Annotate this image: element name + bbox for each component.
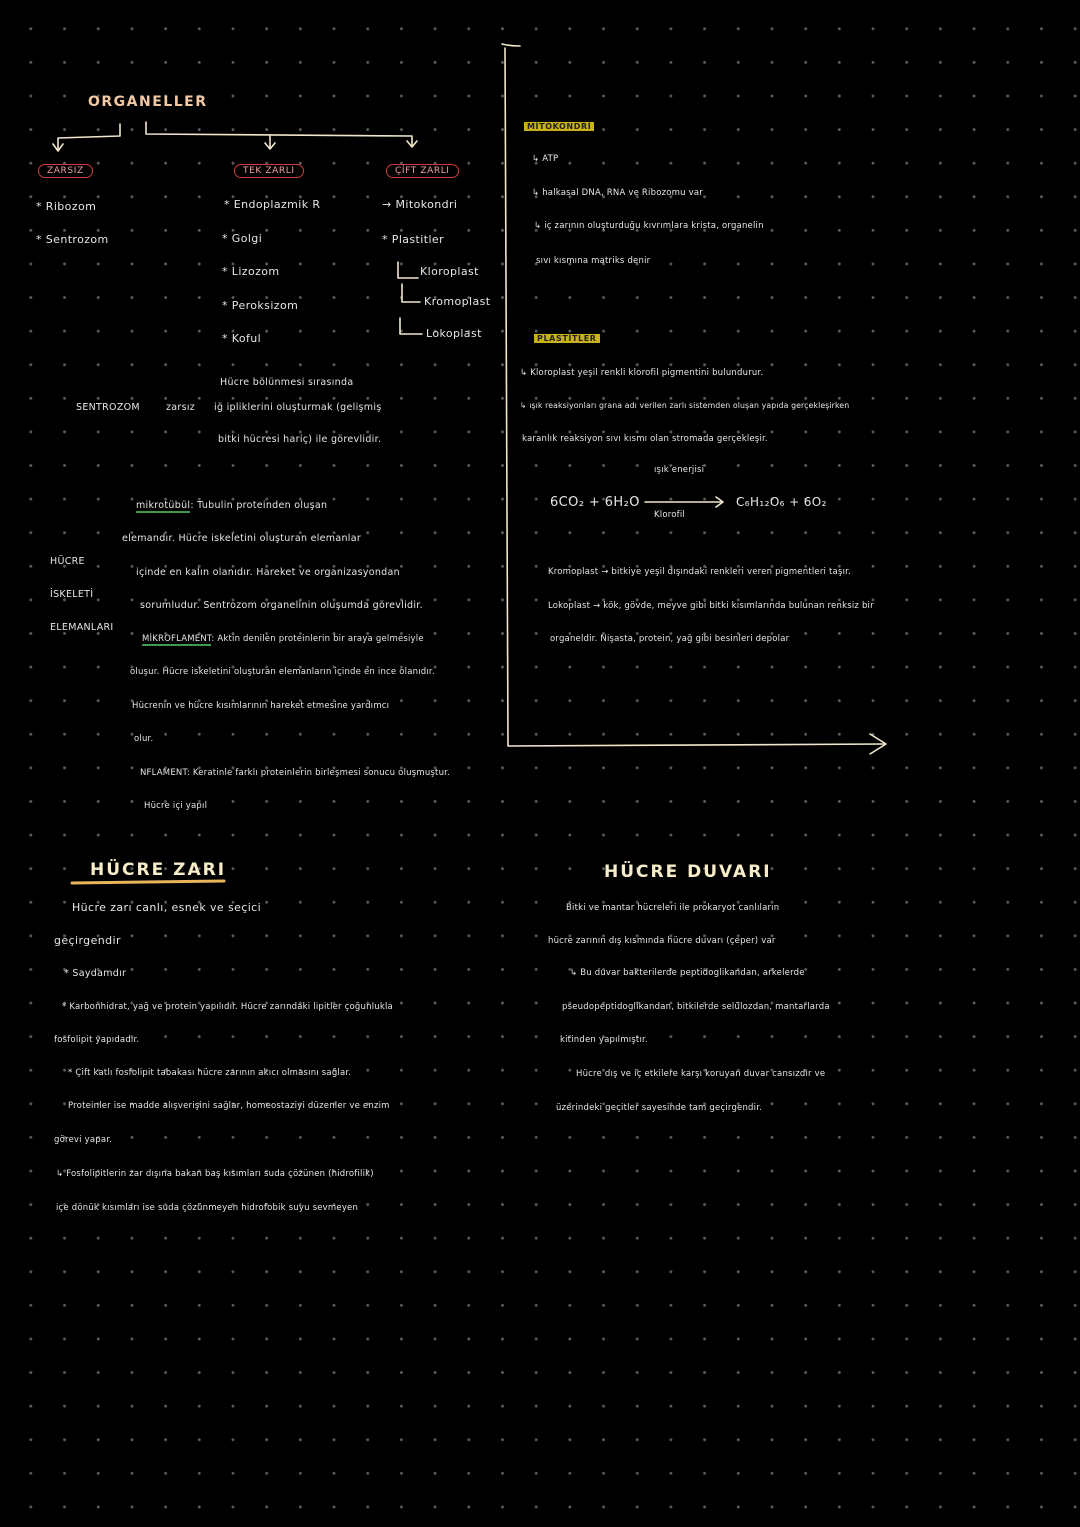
- cift-zarli-item: * Plastitler: [382, 233, 444, 246]
- zarsiz-item: * Sentrozom: [36, 233, 109, 246]
- plastitler-title: PLASTİTLER: [534, 334, 600, 343]
- hucre-zari-line: Hücre zarı canlı, esnek ve seçici: [72, 901, 262, 914]
- plastit-item: Kromoplast: [424, 295, 491, 308]
- plastitler-line: ↳ ışık reaksiyonları grana adı verilen zarlı sistemden oluşan yapıda gerçekleşirken: [520, 401, 850, 410]
- kromoplast-line: Lokoplast → kök, gövde, meyve gibi bitki kısımlarında bulunan renksiz bir: [548, 601, 874, 611]
- hucre-zari-line: fosfolipit yapıdadır.: [54, 1035, 140, 1045]
- tek-zarli-item: * Lizozom: [222, 265, 280, 278]
- hucre-zari-line: * Saydamdır: [64, 968, 127, 979]
- mikrofilament-line: olur.: [134, 734, 154, 744]
- hucre-duvari-line: Bitki ve mantar hücreleri ile prokaryot canlıların: [566, 903, 780, 913]
- mikrotubul-line: sorumludur. Sentrozom organelinin oluşumda görevlidir.: [140, 600, 423, 611]
- iskelet-side-label: HÜCRE: [50, 556, 85, 567]
- equation-below: Klorofil: [654, 510, 685, 520]
- plastit-item: Lokoplast: [426, 327, 482, 340]
- mikrofilament-line: Hücrenin ve hücre kısımlarının hareket etmesine yardımcı: [132, 701, 390, 711]
- category-zarsiz: ZARSIZ: [38, 164, 93, 178]
- sentrozom-zarsiz: zarsız: [166, 402, 196, 413]
- mitokondri-line: ↳ ATP: [532, 154, 559, 164]
- hucre-zari-line: geçirgendir: [54, 934, 121, 947]
- hucre-zari-line: görevi yapar.: [54, 1135, 113, 1145]
- mikrotubul-line: [136, 500, 327, 511]
- mikrofilament-line: [142, 634, 424, 644]
- hucre-duvari-line: hücre zarının dış kısmında hücre duvarı (çeper) var: [548, 936, 776, 946]
- hucre-zari-line: Proteinler ise madde alışverişini sağlar, homeostaziyi düzenler ve enzim: [68, 1101, 390, 1111]
- sentrozom-line: iğ ipliklerini oluşturmak (gelişmiş: [214, 402, 382, 413]
- hucre-zari-line: * Çift katlı fosfolipit tabakası hücre zarının akıcı olmasını sağlar.: [68, 1068, 352, 1078]
- mitokondri-line: ↳ iç zarının oluşturduğu kıvrımlara krista, organelin: [534, 221, 764, 231]
- mikrotubul-first: : Tubulin proteinden oluşan: [190, 500, 328, 511]
- ara-filament-line: Hücre içi yapıl: [144, 801, 208, 811]
- mitokondri-title: MİTOKONDRİ: [524, 122, 594, 131]
- hucre-duvari-line: Hücre dış ve iç etkilere karşı koruyan duvar cansızdır ve: [576, 1069, 826, 1079]
- mikrofilament-first: : Aktin denilen proteinlerin bir araya gelmesiyle: [211, 634, 424, 644]
- mitokondri-line: ↳ halkasal DNA, RNA ve Ribozomu var: [532, 188, 703, 198]
- hucre-duvari-title: HÜCRE DUVARI: [604, 862, 772, 882]
- sentrozom-line: bitki hücresi hariç) ile görevlidir.: [218, 434, 382, 445]
- mikrotubul-line: içinde en kalın olanıdır. Hareket ve organizasyondan: [136, 567, 400, 578]
- cift-zarli-item: → Mitokondri: [382, 198, 458, 211]
- hucre-duvari-line: pseudopeptidoglikandan, bitkilerde selülozdan, mantarlarda: [562, 1002, 830, 1012]
- tek-zarli-item: * Golgi: [222, 232, 263, 245]
- tek-zarli-item: * Endoplazmik R: [224, 198, 321, 211]
- ara-filament-line: NFLAMENT: Keratinle farklı proteinlerin birleşmesi sonucu oluşmuştur.: [140, 768, 450, 778]
- mikrotubul-line: elemandır. Hücre iskeletini oluşturan elemanlar: [122, 533, 362, 544]
- equation-right: C₆H₁₂O₆ + 6O₂: [736, 495, 827, 509]
- organeller-title: ORGANELLER: [88, 94, 208, 110]
- tek-zarli-item: * Koful: [222, 332, 262, 345]
- kromoplast-line: organeldir. Nişasta, protein, yağ gibi besinleri depolar: [550, 634, 790, 644]
- category-cift-zarli: ÇİFT ZARLI: [386, 164, 459, 178]
- equation-left: 6CO₂ + 6H₂O: [550, 495, 640, 510]
- iskelet-side-label: İSKELETİ: [50, 589, 94, 600]
- equation-above: ışık enerjisi: [654, 465, 705, 475]
- kromoplast-line: Kromoplast → bitkiye yeşil dışındaki renkleri veren pigmentleri taşır.: [548, 567, 851, 577]
- hucre-duvari-line: ↳ Bu duvar bakterilerde peptidoglikandan, arkelerde: [570, 968, 805, 978]
- sentrozom-label: SENTROZOM: [76, 402, 140, 413]
- plastit-item: Kloroplast: [420, 265, 479, 278]
- mikrofilament-line: oluşur. Hücre iskeletini oluşturan elemanların içinde en ince olanıdır.: [130, 667, 435, 677]
- zarsiz-item: * Ribozom: [36, 200, 97, 213]
- hucre-zari-line: ↳ Fosfolipitlerin zar dışına bakan baş kısımları suda çözünen (hidrofilik): [56, 1169, 374, 1179]
- mikrofilament-title: MİKROFLAMENT: [142, 634, 212, 644]
- mitokondri-line: sıvı kısmına matriks denir: [536, 256, 651, 266]
- hucre-zari-title: HÜCRE ZARI: [90, 860, 227, 880]
- plastitler-line: karanlık reaksiyon sıvı kısmı olan stromada gerçekleşir.: [522, 434, 768, 444]
- hucre-zari-line: içe dönük kısımları ise suda çözünmeyen hidrofobik suyu sevmeyen: [56, 1203, 359, 1213]
- plastitler-line: ↳ Kloroplast yeşil renkli klorofil pigmentini bulundurur.: [520, 368, 764, 378]
- category-tek-zarli: TEK ZARLI: [234, 164, 304, 178]
- hucre-duvari-line: kitinden yapılmıştır.: [560, 1035, 648, 1045]
- mikrotubul-title: mikrotübül: [136, 500, 191, 511]
- hucre-duvari-line: üzerindeki geçitler sayesinde tam geçirgendir.: [556, 1103, 763, 1113]
- sentrozom-line: Hücre bölünmesi sırasında: [220, 377, 354, 388]
- iskelet-side-label: ELEMANLARI: [50, 622, 114, 633]
- tek-zarli-item: * Peroksizom: [222, 299, 299, 312]
- hucre-zari-line: * Karbonhidrat, yağ ve protein yapılıdır. Hücre zarındaki lipitler çoğunlukla: [62, 1002, 393, 1012]
